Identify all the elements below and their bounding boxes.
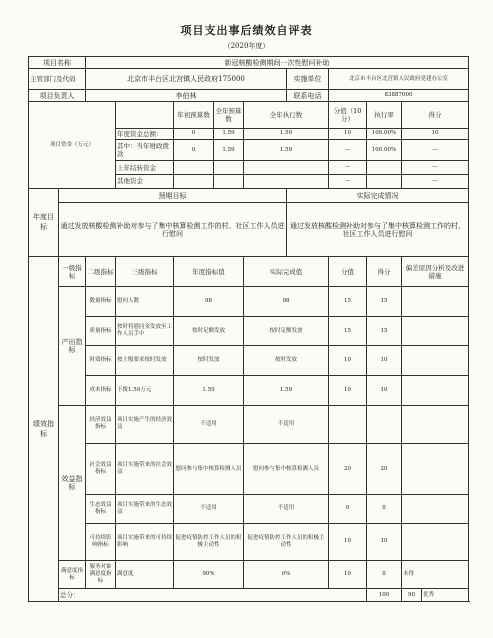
ind-level2: 社会效益指标 [86, 444, 116, 495]
funds-header-rate: 执行率 [367, 102, 402, 128]
ind-header-actual: 实际完成值 [244, 256, 329, 287]
ind-actual: 按时发放 [244, 346, 329, 376]
total-row [29, 589, 469, 602]
row-person [29, 89, 469, 101]
funds-header-row [29, 102, 469, 128]
impl-unit-value: 北京市丰台区北宫镇人民政府党建办公室 [329, 69, 469, 89]
funds-row-label: 其他资金 [116, 175, 174, 189]
ind-level3: 满意度 [116, 561, 174, 589]
ind-actual: 不适用 [244, 405, 329, 444]
ind-score: 15 [329, 316, 367, 346]
goals-planned-text: 通过发放核酸检测补助对参与了集中核算检测工作的村、社区工作人员进行慰问 [59, 203, 287, 256]
indicator-row [29, 444, 469, 495]
funds-cell: 1.59 [214, 128, 244, 139]
ind-note [402, 444, 469, 495]
group-satisfaction: 满意度指标 [59, 561, 86, 589]
label-indicators: 绩效指标 [29, 256, 59, 601]
funds-cell [214, 175, 244, 189]
label-funds: 项目资金（万元） [29, 102, 116, 188]
ind-header-score: 分值 [329, 256, 367, 287]
evaluation-table [28, 56, 469, 602]
ind-level2: 数量指标 [86, 287, 116, 317]
page-title: 项目支出事后绩效自评表 [180, 24, 313, 37]
ind-score: 0 [329, 495, 367, 523]
funds-cell: — [402, 161, 469, 175]
funds-header-blank [116, 102, 174, 128]
ind-level2: 经济效益指标 [86, 405, 116, 444]
indicator-row [29, 287, 469, 317]
label-person: 项目负责人 [29, 89, 86, 101]
funds-row-label: 其中：当年财政拨款 [116, 139, 174, 161]
page-year: （2020年度） [223, 42, 270, 50]
funds-cell [214, 161, 244, 175]
label-project-name: 项目名称 [29, 57, 86, 69]
goals-header-row [29, 188, 469, 203]
ind-level2: 时效指标 [86, 346, 116, 376]
ind-score: 20 [329, 444, 367, 495]
ind-actual: 按时足额发放 [244, 316, 329, 346]
total-got: 90 [402, 589, 422, 602]
label-phone: 联系电话 [287, 89, 329, 101]
evaluation-sheet [28, 56, 468, 602]
ind-level3: 慰问人数 [116, 287, 174, 317]
ind-level2: 服务对象满意度指标 [86, 561, 116, 589]
label-total: 总分： [59, 589, 367, 602]
ind-score: 10 [329, 346, 367, 376]
ind-got: 0 [367, 495, 402, 523]
ind-level3: 项目实施带来的可持续影响 [116, 523, 174, 560]
funds-cell: 10 [329, 128, 367, 139]
funds-header-executed: 全年执行数 [244, 102, 329, 128]
ind-level3: 项目实施产生的经济效益 [116, 405, 174, 444]
ind-header-target: 年度指标值 [174, 256, 244, 287]
goals-actual-header: 实际完成情况 [287, 188, 469, 203]
ind-target: 不适用 [174, 405, 244, 444]
ind-note [402, 346, 469, 376]
ind-score: 10 [329, 561, 367, 589]
funds-cell: 0 [174, 139, 214, 161]
ind-header-level3: 三级指标 [116, 256, 174, 287]
ind-target: 98 [174, 287, 244, 317]
ind-target: 不适用 [174, 495, 244, 523]
indicator-row [29, 405, 469, 444]
ind-note [402, 375, 469, 405]
funds-cell [367, 161, 402, 175]
ind-target: 按时足额发放 [174, 316, 244, 346]
ind-target: 按时发放 [174, 346, 244, 376]
funds-cell: 10 [402, 128, 469, 139]
ind-level2: 生态效益指标 [86, 495, 116, 523]
ind-level2: 成本指标 [86, 375, 116, 405]
ind-note: 未得 [402, 561, 469, 589]
funds-cell: — [402, 139, 469, 161]
ind-note [402, 405, 469, 444]
funds-cell: — [329, 139, 367, 161]
ind-level3: 项目实施带来的生态效益 [116, 495, 174, 523]
label-department: 主管部门及代码 [29, 69, 86, 89]
ind-got: 20 [367, 444, 402, 495]
group-benefit: 效益指标 [59, 405, 86, 561]
ind-level2: 质量指标 [86, 316, 116, 346]
ind-target: 90% [174, 561, 244, 589]
funds-header-budget-initial: 年初预算数 [174, 102, 214, 128]
funds-cell [174, 175, 214, 189]
row-project-name [29, 57, 469, 69]
indicator-row [29, 316, 469, 346]
ind-header-level2: 二级指标 [86, 256, 116, 287]
ind-got: 10 [367, 375, 402, 405]
ind-got: 10 [367, 346, 402, 376]
label-impl-unit: 实施单位 [287, 69, 329, 89]
ind-actual: 0% [244, 561, 329, 589]
funds-cell: — [329, 175, 367, 189]
ind-level3: 下拨1.59万元 [116, 375, 174, 405]
funds-header-points: 分值（10分） [329, 102, 367, 128]
funds-cell [174, 161, 214, 175]
ind-level3: 按时将慰问金发放至工作人员手中 [116, 316, 174, 346]
funds-cell: 1.59 [214, 139, 244, 161]
indicator-header-row [29, 256, 469, 287]
funds-cell: 100.00% [367, 128, 402, 139]
funds-header-score: 得分 [402, 102, 469, 128]
ind-header-note: 偏差原因分析及改进措施 [402, 256, 469, 287]
ind-target: 促进疫情防控工作人员的积极主动性 [174, 523, 244, 560]
indicator-row [29, 561, 469, 589]
total-grade: 优秀 [422, 589, 469, 602]
row-department [29, 69, 469, 89]
ind-target: 慰问参与集中核算检测人员 [174, 444, 244, 495]
ind-header-level1: 一级指标 [59, 256, 86, 287]
ind-level2: 可持续影响指标 [86, 523, 116, 560]
ind-note [402, 316, 469, 346]
ind-actual: 1.59 [244, 375, 329, 405]
funds-cell: — [329, 161, 367, 175]
group-output: 产出指标 [59, 287, 86, 405]
indicator-row [29, 495, 469, 523]
ind-actual: 98 [244, 287, 329, 317]
phone-value: 83887000 [329, 89, 469, 101]
ind-note [402, 287, 469, 317]
indicator-row [29, 523, 469, 560]
ind-got: 10 [367, 523, 402, 560]
indicator-row [29, 346, 469, 376]
ind-note [402, 495, 469, 523]
ind-score [329, 405, 367, 444]
person-value: 李伯林 [86, 89, 287, 101]
goals-planned-header: 预期目标 [59, 188, 287, 203]
ind-actual: 慰问参与集中核算检测人员 [244, 444, 329, 495]
ind-note [402, 523, 469, 560]
goals-actual-text: 通过发放核酸检测补助对参与了集中核算检测工作的村、社区工作人员进行慰问 [287, 203, 469, 256]
goals-content-row [29, 203, 469, 256]
department-value: 北京市丰台区北宫镇人民政府175000 [86, 69, 287, 89]
total-score: 100 [367, 589, 402, 602]
funds-header-budget-full: 全年预算数 [214, 102, 244, 128]
ind-got: 15 [367, 316, 402, 346]
project-name-value: 新冠核酸检测期间一次性慰问补助 [86, 57, 469, 69]
ind-actual: 促进疫情防控工作人员的积极主动性 [244, 523, 329, 560]
funds-cell [367, 175, 402, 189]
funds-cell: 1.59 [244, 128, 329, 139]
funds-cell: 0 [174, 128, 214, 139]
ind-level3: 项目实施带来的社会效益 [116, 444, 174, 495]
ind-level3: 按上级要求按时发放 [116, 346, 174, 376]
ind-got: 0 [367, 561, 402, 589]
ind-target: 1.59 [174, 375, 244, 405]
funds-cell [244, 175, 329, 189]
funds-cell: 1.59 [244, 139, 329, 161]
funds-cell: — [402, 175, 469, 189]
ind-actual: 不适用 [244, 495, 329, 523]
ind-got: 15 [367, 287, 402, 317]
funds-cell [244, 161, 329, 175]
indicator-row [29, 375, 469, 405]
funds-row-label: 年度资金总额： [116, 128, 174, 139]
funds-row-label: 上年结转资金 [116, 161, 174, 175]
ind-score: 10 [329, 375, 367, 405]
funds-cell: 100.00% [367, 139, 402, 161]
ind-header-got: 得分 [367, 256, 402, 287]
label-goals: 年度目标 [29, 188, 59, 256]
ind-got [367, 405, 402, 444]
ind-score: 15 [329, 287, 367, 317]
ind-score: 10 [329, 523, 367, 560]
